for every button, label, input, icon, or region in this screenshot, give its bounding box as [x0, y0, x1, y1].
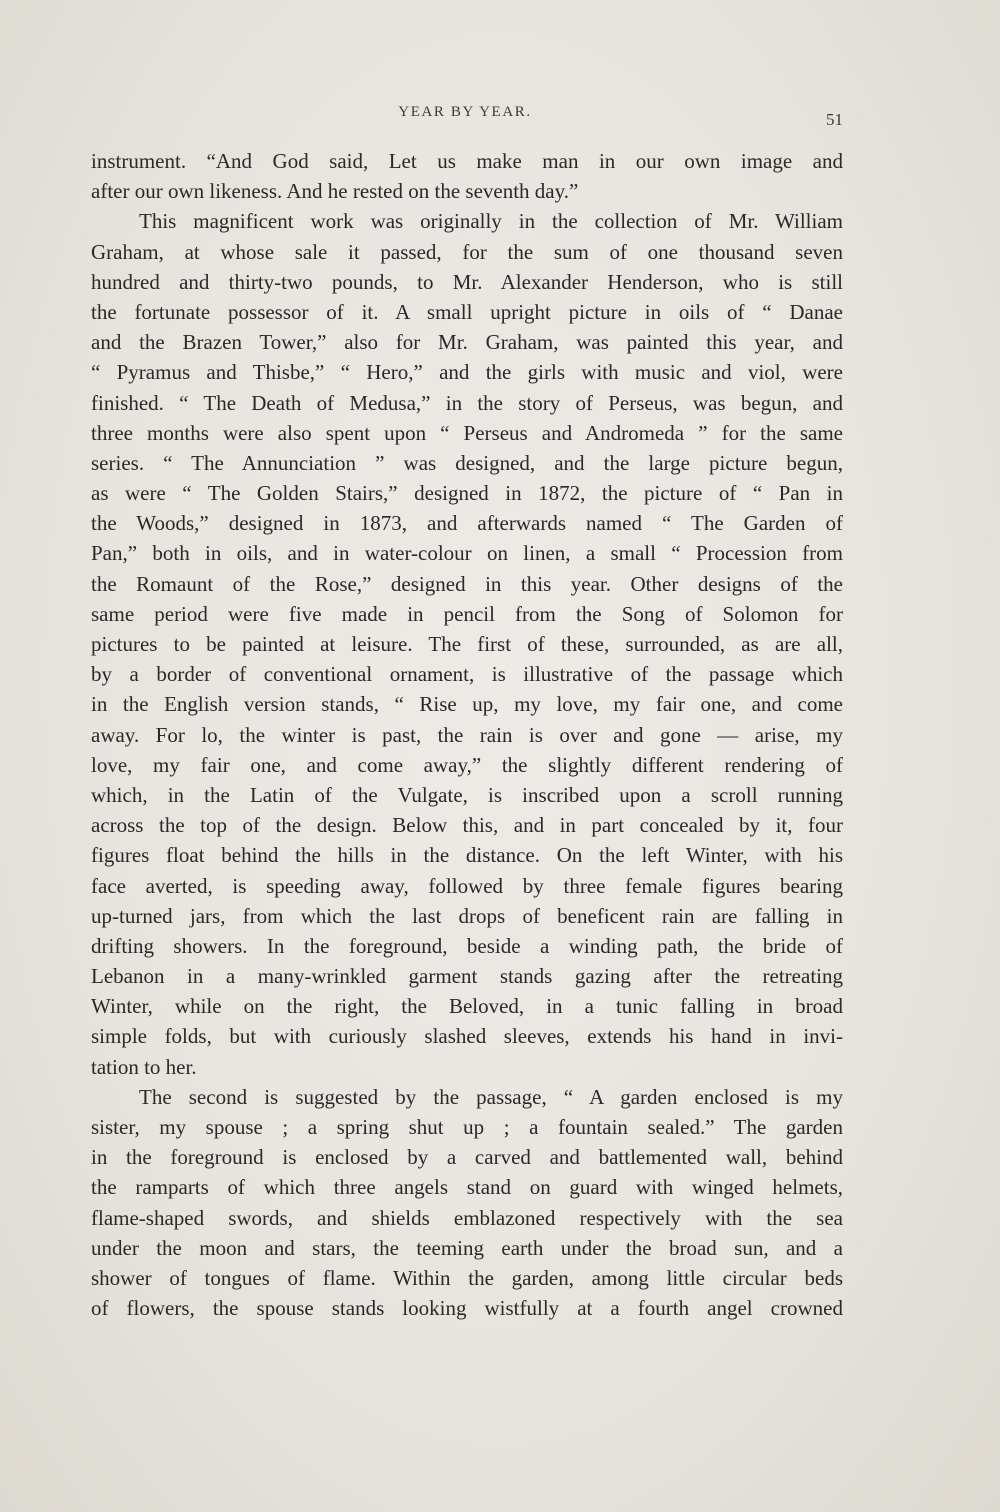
text-line: instrument. “And God said, Let us make man in our own image and	[91, 149, 843, 173]
text-line: drifting showers. In the foreground, beside a winding path, the bride of	[91, 933, 843, 958]
text-line: This magnificent work was originally in the collection of Mr. William	[139, 209, 843, 234]
text-line: tation to her.	[91, 1054, 197, 1079]
text-line: same period were five made in pencil from the Song of Solomon for	[91, 601, 843, 626]
text-line: three months were also spent upon “ Perseus and Andromeda ” for the same	[91, 420, 843, 445]
text-line: in the English version stands, “ Rise up, my love, my fair one, and come	[91, 692, 843, 717]
text-line: simple folds, but with curiously slashed sleeves, extends his hand in invi-	[91, 1024, 843, 1049]
text-line: across the top of the design. Below this, and in part concealed by it, four	[91, 813, 843, 838]
text-line: The second is suggested by the passage, “ A garden enclosed is my	[139, 1084, 843, 1109]
text-line: “ Pyramus and Thisbe,” “ Hero,” and the girls with music and viol, were	[91, 360, 843, 385]
body-text	[91, 146, 843, 1323]
text-line: by a border of conventional ornament, is illustrative of the passage which	[91, 662, 843, 687]
text-line: under the moon and stars, the teeming earth under the broad sun, and a	[91, 1235, 843, 1260]
text-line: Pan,” both in oils, and in water-colour on linen, a small “ Procession from	[91, 541, 843, 566]
text-line: after our own likeness. And he rested on the seventh day.”	[91, 179, 579, 204]
text-line: the fortunate possessor of it. A small upright picture in oils of “ Danae	[91, 299, 843, 324]
text-line: of flowers, the spouse stands looking wistfully at a fourth angel crowned	[91, 1296, 843, 1321]
text-line: as were “ The Golden Stairs,” designed in 1872, the picture of “ Pan in	[91, 481, 843, 506]
text-line: up-turned jars, from which the last drops of beneficent rain are falling in	[91, 903, 843, 928]
text-line: hundred and thirty-two pounds, to Mr. Alexander Henderson, who is still	[91, 269, 843, 294]
text-line: series. “ The Annunciation ” was designed, and the large picture begun,	[91, 450, 843, 475]
text-line: figures float behind the hills in the distance. On the left Winter, with his	[91, 843, 843, 868]
text-line: Lebanon in a many-wrinkled garment stands gazing after the retreating	[91, 964, 843, 989]
page-number: 51	[826, 110, 843, 129]
text-line: the Woods,” designed in 1873, and afterwards named “ The Garden of	[91, 511, 843, 536]
text-line: face averted, is speeding away, followed by three female figures bearing	[91, 873, 843, 898]
text-line: finished. “ The Death of Medusa,” in the story of Perseus, was begun, and	[91, 390, 843, 415]
text-line: pictures to be painted at leisure. The first of these, surrounded, as are all,	[91, 632, 843, 656]
text-line: and the Brazen Tower,” also for Mr. Graham, was painted this year, and	[91, 330, 843, 355]
text-line: which, in the Latin of the Vulgate, is inscribed upon a scroll running	[91, 782, 843, 807]
text-line: the Romaunt of the Rose,” designed in this year. Other designs of the	[91, 571, 843, 596]
text-line: shower of tongues of flame. Within the garden, among little circular beds	[91, 1265, 843, 1290]
text-line: flame-shaped swords, and shields emblazoned respectively with the sea	[91, 1205, 843, 1230]
text-line: Winter, while on the right, the Beloved, in a tunic falling in broad	[91, 994, 843, 1019]
text-line: sister, my spouse ; a spring shut up ; a fountain sealed.” The garden	[91, 1115, 843, 1139]
text-line: the ramparts of which three angels stand on guard with winged helmets,	[91, 1175, 843, 1200]
text-line: in the foreground is enclosed by a carved and battlemented wall, behind	[91, 1145, 843, 1170]
text-line: away. For lo, the winter is past, the rain is over and gone — arise, my	[91, 722, 843, 747]
text-line: love, my fair one, and come away,” the slightly different rendering of	[91, 752, 843, 777]
text-line: Graham, at whose sale it passed, for the sum of one thousand seven	[91, 239, 843, 264]
running-head: YEAR BY YEAR.	[398, 104, 532, 120]
